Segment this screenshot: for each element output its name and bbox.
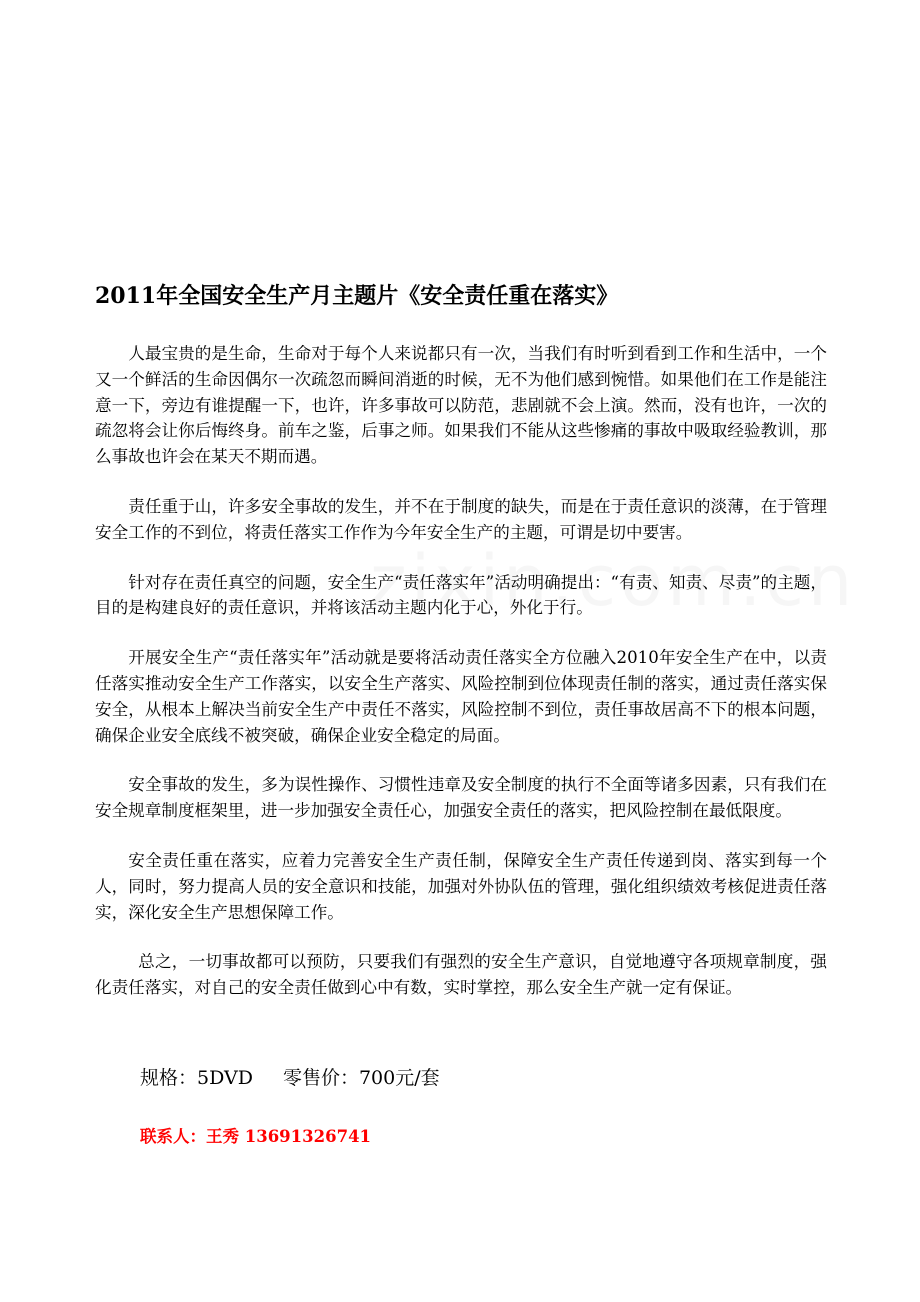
spec-price: 零售价：700元/套 — [282, 1067, 440, 1089]
spec-format: 规格：5DVD — [140, 1067, 253, 1089]
contact-info: 联系人：王秀 13691326741 — [140, 1127, 372, 1146]
paragraph-campaign: 开展安全生产“责任落实年”活动就是要将活动责任落实全方位融入2010年安全生产在中，以责任落实推动安全生产工作落实，以安全生产落实、风险控制到位体现责任制的落实，通过责任落实保安全，从根本上解决当前安全生产中责任不落实，风险控制不到位，责任事故居高不下的根本问题，确保企业安全底线不被突破，确保企业安全稳定的局面。 — [95, 648, 827, 745]
paragraph-causes: 安全事故的发生，多为误性操作、习惯性违章及安全制度的执行不全面等诸多因素，只有我们在安全规章制度框架里，进一步加强安全责任心，加强安全责任的落实，把风险控制在最低限度。 — [95, 775, 827, 821]
paragraph-intro: 人最宝贵的是生命，生命对于每个人来说都只有一次，当我们有时听到看到工作和生活中，一个又一个鲜活的生命因偶尔一次疏忽而瞬间消逝的时候，无不为他们感到惋惜。如果他们在工作是能注意一下，旁边有谁提醒一下，也许，许多事故可以防范，悲剧就不会上演。然而，没有也许，一次的疏忽将会让你后悔终身。前车之鉴，后事之师。如果我们不能从这些惨痛的事故中吸取经验教训，那么事故也许会在某天不期而遇。 — [95, 344, 827, 467]
paragraph-measures: 安全责任重在落实，应着力完善安全生产责任制，保障安全生产责任传递到岗、落实到每一个人，同时，努力提高人员的安全意识和技能，加强对外协队伍的管理，强化组织绩效考核促进责任落实，深化安全生产思想保障工作。 — [95, 850, 827, 922]
paragraph-theme: 针对存在责任真空的问题，安全生产“责任落实年”活动明确提出：“有责、知责、尽责”的主题，目的是构建良好的责任意识，并将该活动主题内化于心，外化于行。 — [95, 572, 827, 618]
document-title: 2011年全国安全生产月主题片《安全责任重在落实》 — [95, 283, 619, 309]
paragraph-conclusion: 总之，一切事故都可以预防，只要我们有强烈的安全生产意识，自觉地遵守各项规章制度，强化责任落实，对自己的安全责任做到心中有数，实时掌控，那么安全生产就一定有保证。 — [95, 952, 827, 998]
paragraph-responsibility: 责任重于山，许多安全事故的发生，并不在于制度的缺失，而是在于责任意识的淡薄，在于管理安全工作的不到位，将责任落实工作作为今年安全生产的主题，可谓是切中要害。 — [95, 496, 827, 542]
product-spec — [140, 1064, 440, 1092]
document-body — [95, 341, 827, 1025]
